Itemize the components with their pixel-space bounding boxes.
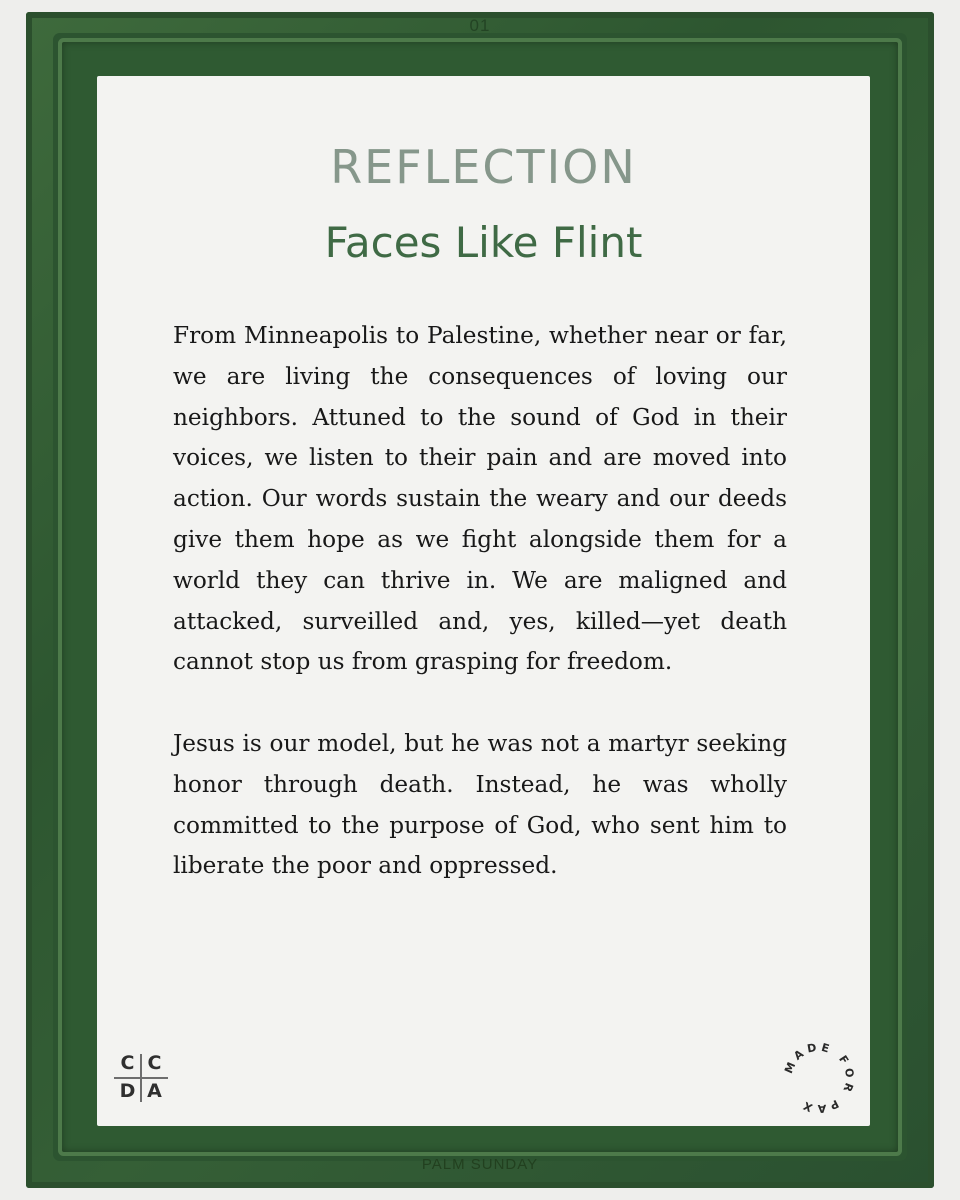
- ccda-logo-vertical-divider: [140, 1054, 142, 1102]
- card-title: Faces Like Flint: [324, 218, 643, 267]
- svg-text:MADE FOR PAX: [782, 1040, 856, 1115]
- footer-label: PALM SUNDAY: [421, 1156, 539, 1173]
- body-paragraph-2: Jesus is our model, but he was not a martyr seeking honor through death. Instead, he was wholly committed to the purpose of God, who sent him to liberate the poor and oppressed.: [173, 729, 787, 880]
- page-number: 01: [469, 16, 491, 35]
- body-paragraph-1: From Minneapolis to Palestine, whether near or far, we are living the consequences of loving our neighbors. Attuned to the sound of God in their voices, we listen to their pain and are moved into action. Our words sustain the weary and our deeds give them hope as we fight alongside them for a world they can thrive in. We are maligned and attacked, surveilled and, yes, killed—yet death cannot stop us from grasping for freedom.: [173, 322, 787, 676]
- ccda-letter-1: C: [120, 1052, 135, 1074]
- stamp-text: MADE FOR PAX: [782, 1040, 857, 1116]
- ccda-letter-4: A: [147, 1080, 162, 1102]
- ccda-letter-2: C: [147, 1052, 162, 1074]
- reflection-card: [97, 76, 870, 1126]
- card-body: [173, 316, 787, 928]
- ccda-letter-3: D: [119, 1080, 136, 1102]
- card-kicker: REFLECTION: [330, 140, 637, 194]
- ccda-logo: [114, 1052, 168, 1104]
- made-for-pax-stamp: [777, 1036, 861, 1120]
